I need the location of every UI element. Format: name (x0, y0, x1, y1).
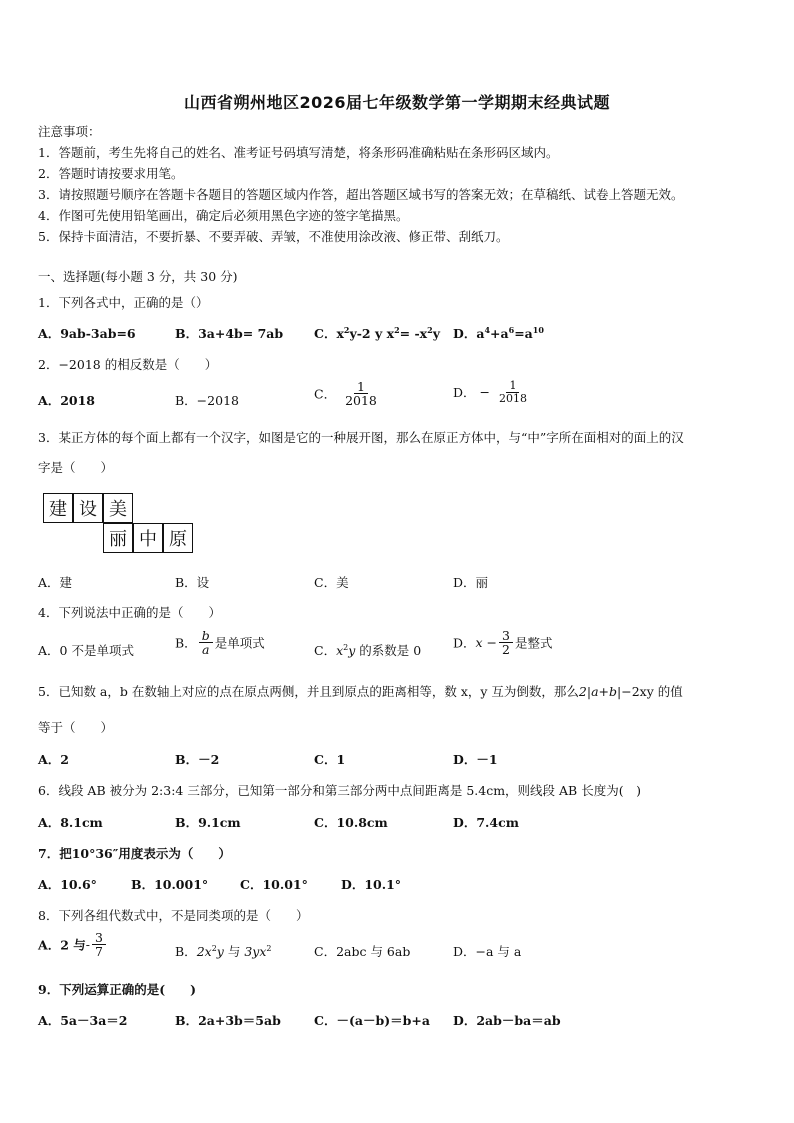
q3-option-b: B．设 (175, 575, 210, 590)
denominator: 2 (502, 642, 510, 658)
q2-d-label: D． (453, 385, 476, 401)
q4-option-a: A．0 不是单项式 (38, 643, 134, 658)
net-cell: 建 (43, 493, 73, 523)
q5-option-b: B．－2 (175, 752, 220, 767)
minus-sign: − (479, 384, 490, 400)
q6-option-d: D．7.4cm (453, 815, 519, 830)
numerator: 3 (499, 629, 513, 643)
note-item: 5．保持卡面清洁，不要折暴、不要弄破、弄皱，不准使用涂改液、修正带、刮纸刀。 (38, 229, 509, 244)
question-1-stem: 1．下列各式中，正确的是（） (38, 295, 209, 310)
q4-b-text: 是单项式 (214, 635, 265, 651)
q1-c-exp: 2 (394, 324, 400, 335)
q8-a-label: A．2 与 (38, 937, 86, 953)
q7-option-c: C．10.01° (240, 877, 308, 892)
q5-option-c: C．1 (314, 752, 346, 767)
q2-option-a: A．2018 (38, 393, 95, 408)
q8-b-label: B． (175, 944, 197, 959)
q8-option-d: D．−a 与 a (453, 944, 522, 959)
q3-option-c: C．美 (314, 575, 349, 590)
q9-option-c: C．－(a－b)＝b+a (314, 1013, 430, 1028)
q7-option-d: D．10.1° (341, 877, 402, 892)
q3-option-a: A．建 (38, 575, 73, 590)
q1-c-part: y (432, 326, 440, 341)
fraction (499, 629, 513, 656)
note-item: 2．答题时请按要求用笔。 (38, 166, 184, 181)
q6-option-c: C．10.8cm (314, 815, 388, 830)
numerator: b (199, 629, 213, 643)
denominator: 7 (94, 944, 103, 960)
q8-b-expr: 3yx (244, 944, 267, 959)
q1-option-a: A．9ab-3ab=6 (38, 326, 136, 341)
q8-b-var: y (216, 944, 224, 959)
q8-option-a (38, 931, 108, 958)
note-item: 3．请按照题号顺序在答题卡各题目的答题区域内作答，超出答题区域书写的答案无效；在草稿纸、试卷上答题无效。 (38, 187, 684, 202)
question-4-stem: 4．下列说法中正确的是（ ） (38, 605, 221, 620)
q4-d-expr: x − (475, 635, 498, 651)
q1-c-part: y-2 y x (349, 326, 395, 341)
q7-option-a: A．10.6° (38, 877, 97, 892)
q1-d-exp: 6 (508, 324, 515, 335)
q5-option-d: D．－1 (453, 752, 498, 767)
net-cell: 设 (73, 493, 103, 523)
q4-c-var: y (348, 643, 356, 658)
q9-option-b: B．2a+3b＝5ab (175, 1013, 281, 1028)
q4-d-label: D． (453, 635, 476, 651)
q6-option-b: B．9.1cm (175, 815, 241, 830)
minus-sign: - (85, 937, 90, 953)
q1-c-part: = -x (399, 326, 428, 341)
q4-c-label: C． (314, 643, 337, 658)
denominator: a (201, 642, 210, 658)
q1-d-part: =a (514, 326, 533, 341)
q5-stem-expr: 2|a+b| (578, 684, 622, 699)
q4-c-exp: 2 (343, 642, 349, 652)
q1-c-part: C．x (314, 326, 344, 341)
q2-option-d (453, 380, 532, 404)
q8-b-exp: 2 (266, 943, 272, 953)
q1-c-exp: 2 (427, 324, 433, 335)
q1-d-part: D．a (453, 326, 485, 341)
q8-option-c: C．2abc 与 6ab (314, 944, 411, 959)
q1-option-c (314, 324, 440, 342)
note-item: 4．作图可先使用铅笔画出，确定后必须用黑色字迹的签字笔描黑。 (38, 208, 409, 223)
question-3-stem-cont: 字是（ ） (38, 460, 114, 475)
notes-heading: 注意事项： (38, 124, 101, 139)
q8-b-mid: 与 (223, 944, 245, 959)
question-8-stem: 8．下列各组代数式中，不是同类项的是（ ） (38, 908, 309, 923)
q8-b-expr: 2x (196, 944, 212, 959)
q3-option-d: D．丽 (453, 575, 489, 590)
q1-option-b: B．3a+4b= 7ab (175, 326, 284, 341)
section-heading: 一、选择题(每小题 3 分，共 30 分) (38, 269, 238, 284)
net-cell: 美 (103, 493, 133, 523)
net-cell: 原 (163, 523, 193, 553)
question-7-stem: 7．把10°36″用度表示为（ ） (38, 846, 231, 861)
fraction (92, 931, 106, 958)
q1-c-exp: 2 (343, 324, 350, 335)
q9-option-d: D．2ab－ba＝ab (453, 1013, 561, 1028)
numerator: 3 (92, 931, 106, 945)
q4-option-d (453, 629, 553, 656)
q1-d-exp: 10 (532, 324, 544, 335)
q4-option-b (175, 629, 265, 656)
numerator: 1 (354, 380, 368, 394)
q4-c-text: 的系数是 0 (355, 643, 422, 658)
q1-d-part: +a (490, 326, 509, 341)
q9-option-a: A．5a－3a＝2 (38, 1013, 128, 1028)
q5-stem-text: 5．已知数 a，b 在数轴上对应的点在原点两侧，并且到原点的距离相等，数 x，y 互为倒数，那么 (38, 684, 579, 699)
q2-c-label: C． (314, 386, 337, 402)
q4-d-text: 是整式 (514, 635, 553, 651)
question-5-stem (38, 682, 683, 700)
q5-option-a: A．2 (38, 752, 69, 767)
fraction (342, 380, 380, 407)
q5-stem-tail: −2xy 的值 (621, 684, 683, 699)
question-5-stem-cont: 等于（ ） (38, 720, 114, 735)
q6-option-a: A．8.1cm (38, 815, 103, 830)
note-item: 1．答题前，考生先将自己的姓名、准考证号码填写清楚，将条形码准确粘贴在条形码区域内。 (38, 145, 559, 160)
question-9-stem: 9．下列运算正确的是( ) (38, 982, 197, 997)
q1-option-d (453, 324, 544, 342)
denominator: 2018 (498, 391, 527, 405)
q2-option-b: B．−2018 (175, 393, 239, 408)
q4-c-expr: x (336, 643, 344, 658)
net-cell: 中 (133, 523, 163, 553)
fraction (496, 380, 530, 404)
question-3-stem: 3．某正方体的每个面上都有一个汉字，如图是它的一种展开图，那么在原正方体中，与“中”字所在面相对的面上的汉 (38, 430, 684, 445)
q1-d-exp: 4 (484, 324, 491, 335)
q8-option-b (175, 942, 271, 960)
net-cell: 丽 (103, 523, 133, 553)
question-6-stem: 6．线段 AB 被分为 2:3:4 三部分，已知第一部分和第三部分两中点间距离是 5.4cm，则线段 AB 长度为( ) (38, 783, 641, 798)
question-2-stem: 2．−2018 的相反数是（ ） (38, 357, 218, 372)
fraction (199, 629, 213, 656)
q4-option-c (314, 641, 421, 659)
q8-b-exp: 2 (211, 943, 217, 953)
q4-b-label: B． (175, 635, 197, 651)
denominator: 2018 (345, 393, 377, 409)
q2-option-c (314, 380, 382, 407)
q7-option-b: B．10.001° (131, 877, 209, 892)
page-title: 山西省朔州地区2026届七年级数学第一学期期末经典试题 (183, 93, 611, 112)
numerator: 1 (506, 380, 519, 393)
